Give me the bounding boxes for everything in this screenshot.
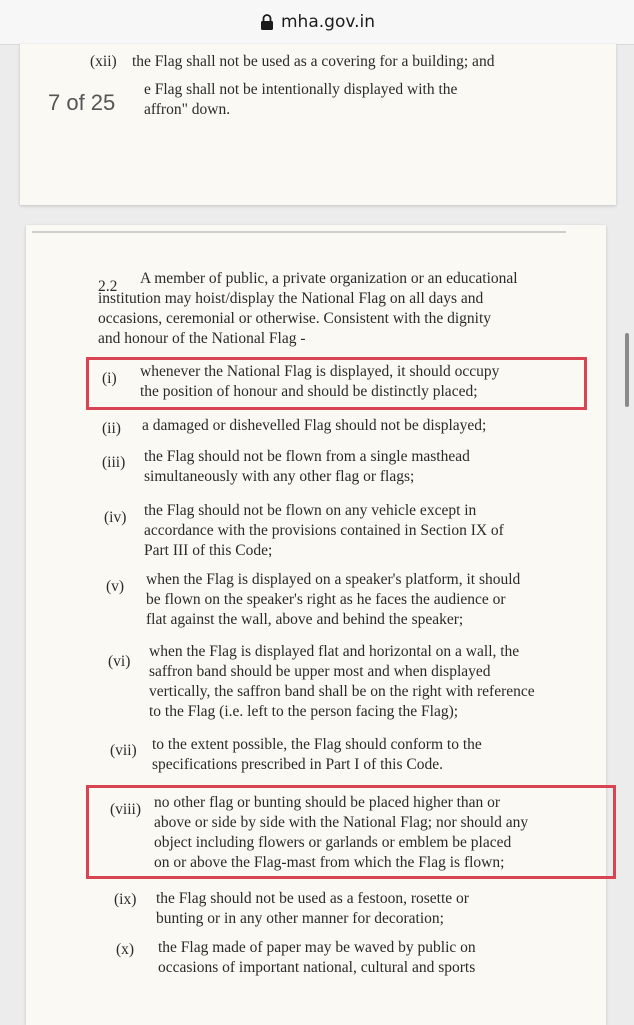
item-line: occasions of important national, cultural and sports xyxy=(158,959,476,976)
item-line: saffron band should be upper most and when displayed xyxy=(149,663,491,680)
item-text: affron" down. xyxy=(144,101,231,118)
paragraph-line: A member of public, a private organization or an educational xyxy=(140,270,518,287)
item-line: object including flowers or garlands or emblem be placed xyxy=(154,834,512,851)
paragraph-line: institution may hoist/display the National Flag on all days and xyxy=(98,290,484,307)
url-text: mha.gov.in xyxy=(281,12,375,32)
item-line: vertically, the saffron band shall be on the right with reference xyxy=(149,683,535,700)
item-line: a damaged or dishevelled Flag should not be displayed; xyxy=(142,417,487,434)
scrollbar-thumb[interactable] xyxy=(625,333,629,407)
item-line: to the Flag (i.e. left to the person facing the Flag); xyxy=(149,703,459,720)
item-line: the position of honour and should be distinctly placed; xyxy=(140,383,478,400)
item-line: when the Flag is displayed on a speaker's platform, it should xyxy=(146,571,521,588)
item-line: when the Flag is displayed flat and horizontal on a wall, the xyxy=(149,643,520,660)
item-line: the Flag should not be used as a festoon, rosette or xyxy=(156,890,469,907)
item-line: no other flag or bunting should be placed higher than or xyxy=(154,794,501,811)
item-line: whenever the National Flag is displayed, it should occupy xyxy=(140,363,500,380)
item-number: (x) xyxy=(116,941,135,958)
item-line: specifications prescribed in Part I of this Code. xyxy=(152,756,443,773)
page-edge-line xyxy=(32,231,566,233)
page-indicator: 7 of 25 xyxy=(48,90,116,115)
item-line: accordance with the provisions contained in Section IX of xyxy=(144,522,504,539)
item-number: (vi) xyxy=(108,653,131,670)
section-number: 2.2 xyxy=(98,278,118,295)
item-number: (iv) xyxy=(104,509,127,526)
item-line: simultaneously with any other flag or flags; xyxy=(144,468,415,485)
item-number: (viii) xyxy=(110,801,141,818)
item-line: bunting or in any other manner for decoration; xyxy=(156,910,444,927)
item-line: to the extent possible, the Flag should conform to the xyxy=(152,736,482,753)
item-line: flat against the wall, above and behind the speaker; xyxy=(146,611,464,628)
pdf-page-1 xyxy=(20,44,616,205)
item-line: Part III of this Code; xyxy=(144,542,273,559)
item-number: (i) xyxy=(102,370,117,387)
address-bar[interactable] xyxy=(0,0,634,45)
item-number: (xii) xyxy=(90,53,117,70)
paragraph-line: occasions, ceremonial or otherwise. Consistent with the dignity xyxy=(98,310,492,327)
item-number: (vii) xyxy=(110,742,137,759)
paragraph-line: and honour of the National Flag - xyxy=(98,330,306,347)
item-text: the Flag shall not be used as a covering for a building; and xyxy=(132,53,495,70)
item-number: (ii) xyxy=(102,420,121,437)
item-line: the Flag should not be flown on any vehicle except in xyxy=(144,502,477,519)
item-line: above or side by side with the National Flag; nor should any xyxy=(154,814,529,831)
item-number: (v) xyxy=(106,578,125,595)
item-number: (ix) xyxy=(114,891,137,908)
highlight-box-item-i xyxy=(86,357,587,410)
item-number: (iii) xyxy=(102,454,126,471)
highlight-box-item-viii xyxy=(86,785,616,879)
item-line: the Flag should not be flown from a single masthead xyxy=(144,448,470,465)
item-line: be flown on the speaker's right as he faces the audience or xyxy=(146,591,506,608)
item-line: on or above the Flag-mast from which the Flag is flown; xyxy=(154,854,505,871)
item-text: e Flag shall not be intentionally displayed with the xyxy=(144,81,458,98)
item-line: the Flag made of paper may be waved by public on xyxy=(158,939,476,956)
pdf-page-2 xyxy=(26,225,606,1025)
lock-icon xyxy=(259,13,275,31)
